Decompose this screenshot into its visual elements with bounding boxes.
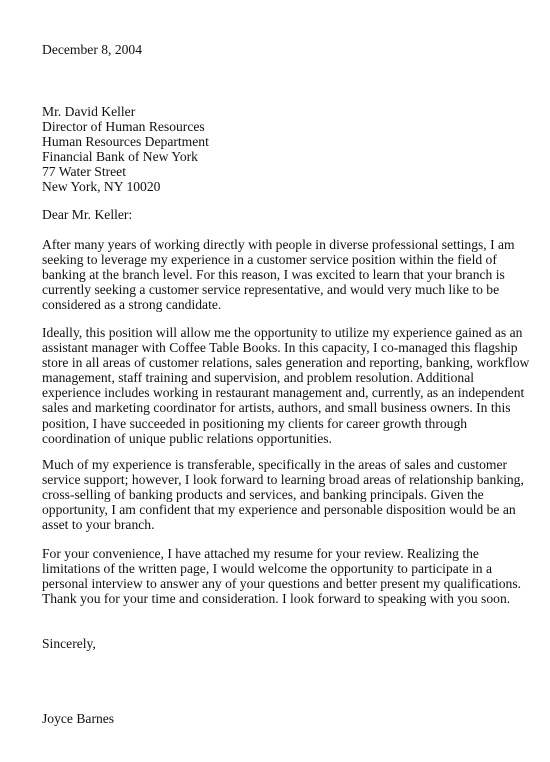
paragraph-line: store in all areas of customer relations, sales generation and reporting, banking, workflow — [42, 355, 530, 371]
recipient-title: Director of Human Resources — [42, 119, 205, 135]
paragraph-line: For your convenience, I have attached my resume for your review. Realizing the — [42, 546, 479, 561]
date-line: December 8, 2004 — [42, 42, 143, 57]
paragraph-line: Much of my experience is transferable, specifically in the areas of sales and customer — [42, 457, 508, 472]
recipient-address — [42, 104, 546, 195]
signature-name — [42, 711, 546, 726]
paragraph-line: opportunity, I am confident that my experience and personable disposition would be an — [42, 502, 516, 518]
signature-line: Joyce Barnes — [42, 711, 115, 726]
salutation — [42, 207, 546, 222]
body-paragraph-2 — [42, 325, 546, 446]
paragraph-line: cross-selling of banking products and services, and banking principals. Given the — [42, 487, 484, 503]
recipient-company: Financial Bank of New York — [42, 149, 198, 165]
body-paragraph-4 — [42, 546, 546, 606]
recipient-street: 77 Water Street — [42, 164, 126, 180]
paragraph-line: experience includes working in restaurant management and, currently, as an independent — [42, 385, 525, 401]
paragraph-line: After many years of working directly with people in diverse professional settings, I am — [42, 237, 515, 252]
paragraph-line: asset to your branch. — [42, 517, 155, 533]
paragraph-line: service support; however, I look forward to learning broad areas of relationship banking, — [42, 472, 524, 488]
paragraph-line: Ideally, this position will allow me the opportunity to utilize my experience gained as an — [42, 325, 523, 340]
paragraph-line: limitations of the written page, I would welcome the opportunity to participate in a — [42, 561, 492, 577]
recipient-name: Mr. David Keller — [42, 104, 136, 119]
salutation-line: Dear Mr. Keller: — [42, 207, 133, 222]
closing-line: Sincerely, — [42, 636, 96, 651]
letter-date — [42, 42, 546, 57]
paragraph-line: personal interview to answer any of your questions and better present my qualifications. — [42, 576, 522, 592]
paragraph-line: assistant manager with Coffee Table Books. In this capacity, I co-managed this flagship — [42, 340, 518, 356]
body-paragraph-1 — [42, 237, 546, 312]
recipient-city: New York, NY 10020 — [42, 179, 161, 195]
recipient-department: Human Resources Department — [42, 134, 209, 150]
closing — [42, 636, 546, 651]
paragraph-line: Thank you for your time and consideration. I look forward to speaking with you soon. — [42, 591, 511, 607]
paragraph-line: currently seeking a customer service representative, and would very much like to be — [42, 282, 500, 298]
paragraph-line: coordination of unique public relations opportunities. — [42, 430, 332, 446]
paragraph-line: sales and marketing coordinator for artists, authors, and small business owners. In this — [42, 400, 511, 416]
paragraph-line: position, I have succeeded in positioning my clients for career growth through — [42, 415, 468, 431]
paragraph-line: management, staff training and supervision, and problem resolution. Additional — [42, 370, 475, 386]
paragraph-line: considered as a strong candidate. — [42, 297, 222, 313]
paragraph-line: banking at the branch level. For this reason, I was excited to learn that your branch is — [42, 267, 505, 283]
paragraph-line: seeking to leverage my experience in a customer service position within the field of — [42, 252, 497, 268]
body-paragraph-3 — [42, 457, 546, 532]
